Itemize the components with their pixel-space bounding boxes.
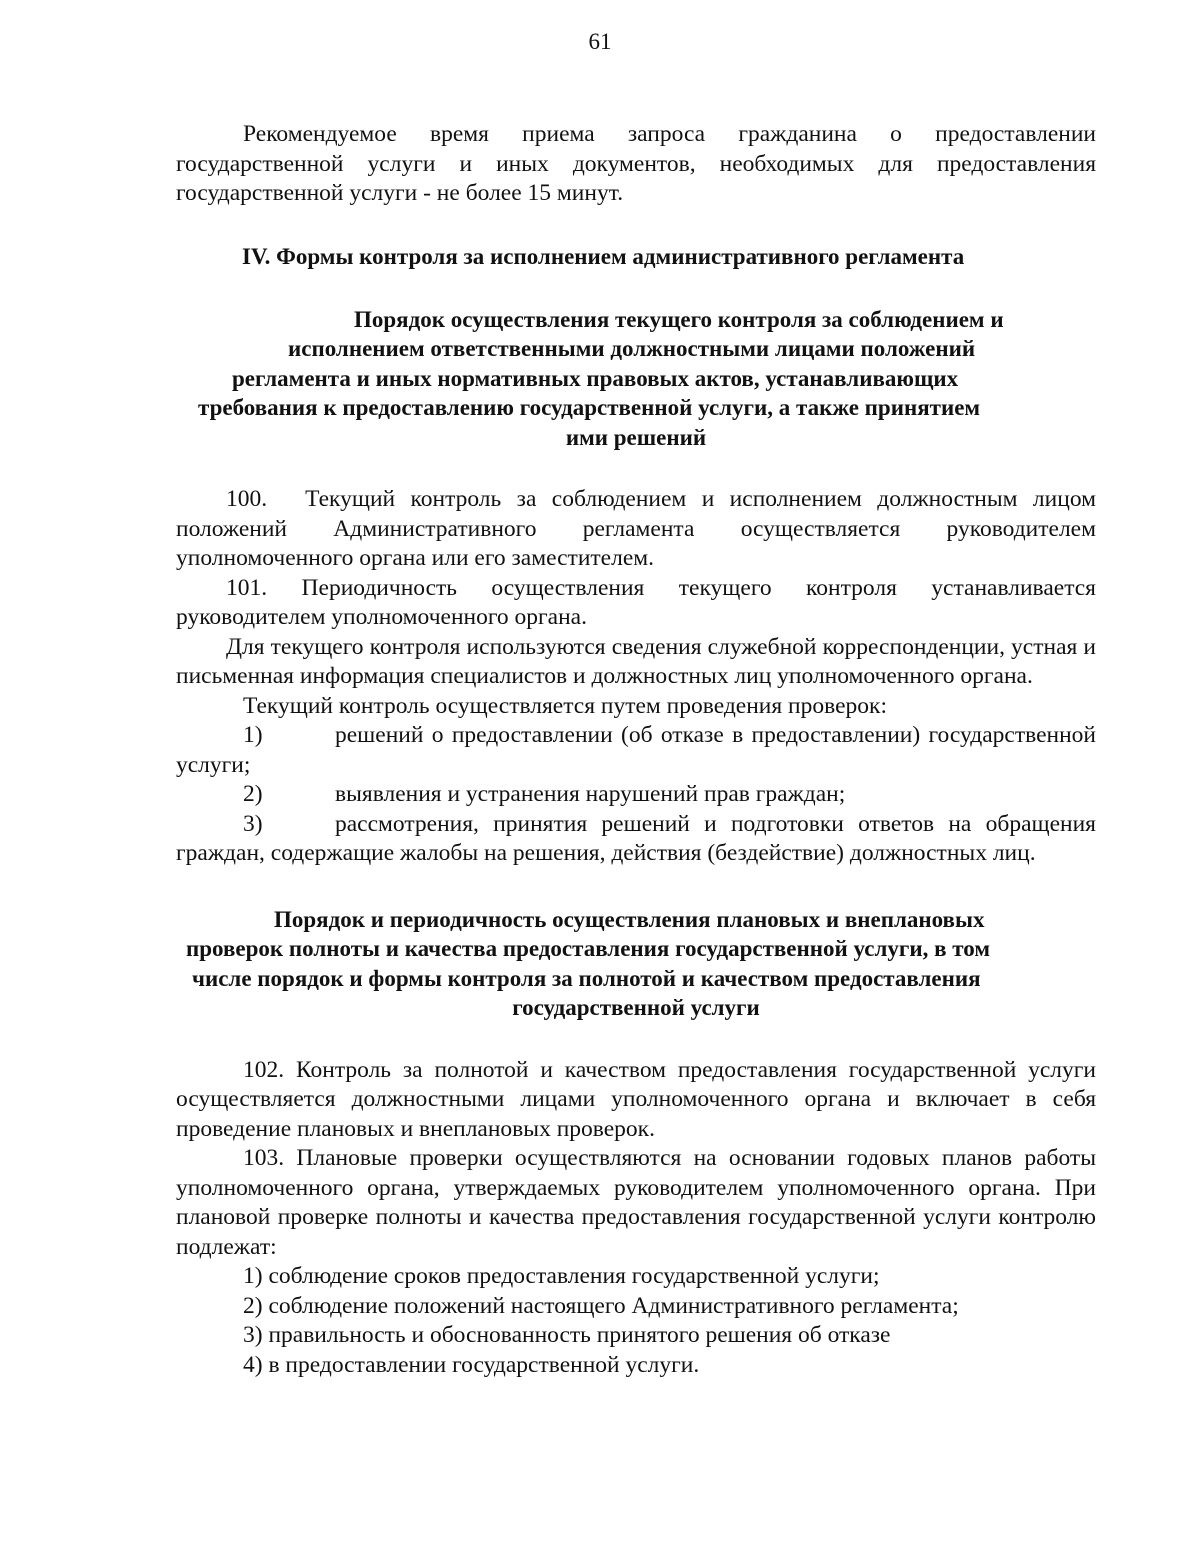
paragraph-103: 103. Плановые проверки осуществляются на основании годовых планов работы уполномоченного органа, утверждаемых руководителем уполномоченного органа. При плановой проверке полноты и качества предоставления государственной услуги контролю подлежат: [176, 1145, 1096, 1260]
section-heading: IV. Формы контроля за исполнением административного регламента [242, 243, 965, 269]
list-item-control: 4) в предоставлении государственной услуги. [243, 1351, 700, 1378]
intro-paragraph: Рекомендуемое время приема запроса гражданина о предоставлении государственной услуги и иных документов, необходимых для предоставления государственной услуги - не более 15 минут. [176, 121, 1096, 206]
list-marker: 2) [243, 781, 263, 807]
subheading-line: требования к предоставлению государственной услуги, а также принятием [198, 395, 981, 420]
subheading-current-control [176, 305, 1096, 453]
list-marker: 1) [243, 722, 263, 748]
list-item-control: 3) правильность и обоснованность принятого решения об отказе [243, 1322, 891, 1348]
subheading-line: Порядок и периодичность осуществления плановых и внеплановых [274, 906, 985, 932]
paragraph-control-sources: Для текущего контроля используются сведения служебной корреспонденции, устная и письменная информация специалистов и должностных лиц уполномоченного органа. [176, 633, 1096, 689]
subheading-line: исполнением ответственными должностными лицами положений [288, 336, 976, 361]
list-item-control: 2) соблюдение положений настоящего Административного регламента; [243, 1292, 959, 1319]
subheading-line: регламента и иных нормативных правовых актов, устанавливающих [232, 365, 959, 391]
paragraph-102: 102. Контроль за полнотой и качеством предоставления государственной услуги осуществляется должностными лицами уполномоченного органа и включает в себя проведение плановых и внеплановых проверок. [176, 1056, 1096, 1142]
list-item-control: 1) соблюдение сроков предоставления государственной услуги; [243, 1263, 880, 1289]
paragraph-number: 100. [226, 486, 268, 512]
document-body [176, 120, 1096, 1380]
paragraph-100 [176, 485, 1096, 574]
subheading-line: ими решений [565, 424, 707, 450]
subheading-line: государственной услуги [512, 995, 760, 1020]
list-item-text: рассмотрения, принятия решений и подготовки ответов на обращения граждан, содержащие жалобы на решения, действия (бездействие) должностных лиц. [176, 810, 1096, 866]
list-item-check [176, 721, 1096, 780]
list-item-text: выявления и устранения нарушений прав граждан; [335, 781, 846, 807]
subheading-line: проверок полноты и качества предоставления государственной услуги, в том [186, 936, 991, 961]
subheading-planned-checks [176, 905, 1096, 1023]
paragraph-101: 101. Периодичность осуществления текущего контроля устанавливается руководителем уполномоченного органа. [176, 574, 1096, 630]
paragraph-checks-intro: Текущий контроль осуществляется путем проведения проверок: [243, 692, 887, 719]
subheading-line: Порядок осуществления текущего контроля за соблюдением и [354, 306, 1004, 332]
list-item-check [176, 810, 1096, 869]
list-item-check [176, 780, 1096, 810]
subheading-line: числе порядок и формы контроля за полнотой и качеством предоставления [192, 965, 981, 991]
list-marker: 3) [243, 810, 263, 837]
paragraph-text: Текущий контроль за соблюдением и исполнением должностным лицом положений Административного регламента осуществляется руководителем уполномоченного органа или его заместителем. [176, 486, 1096, 571]
list-item-text: решений о предоставлении (об отказе в предоставлении) государственной услуги; [176, 722, 1096, 778]
page-number: 61 [588, 29, 612, 54]
